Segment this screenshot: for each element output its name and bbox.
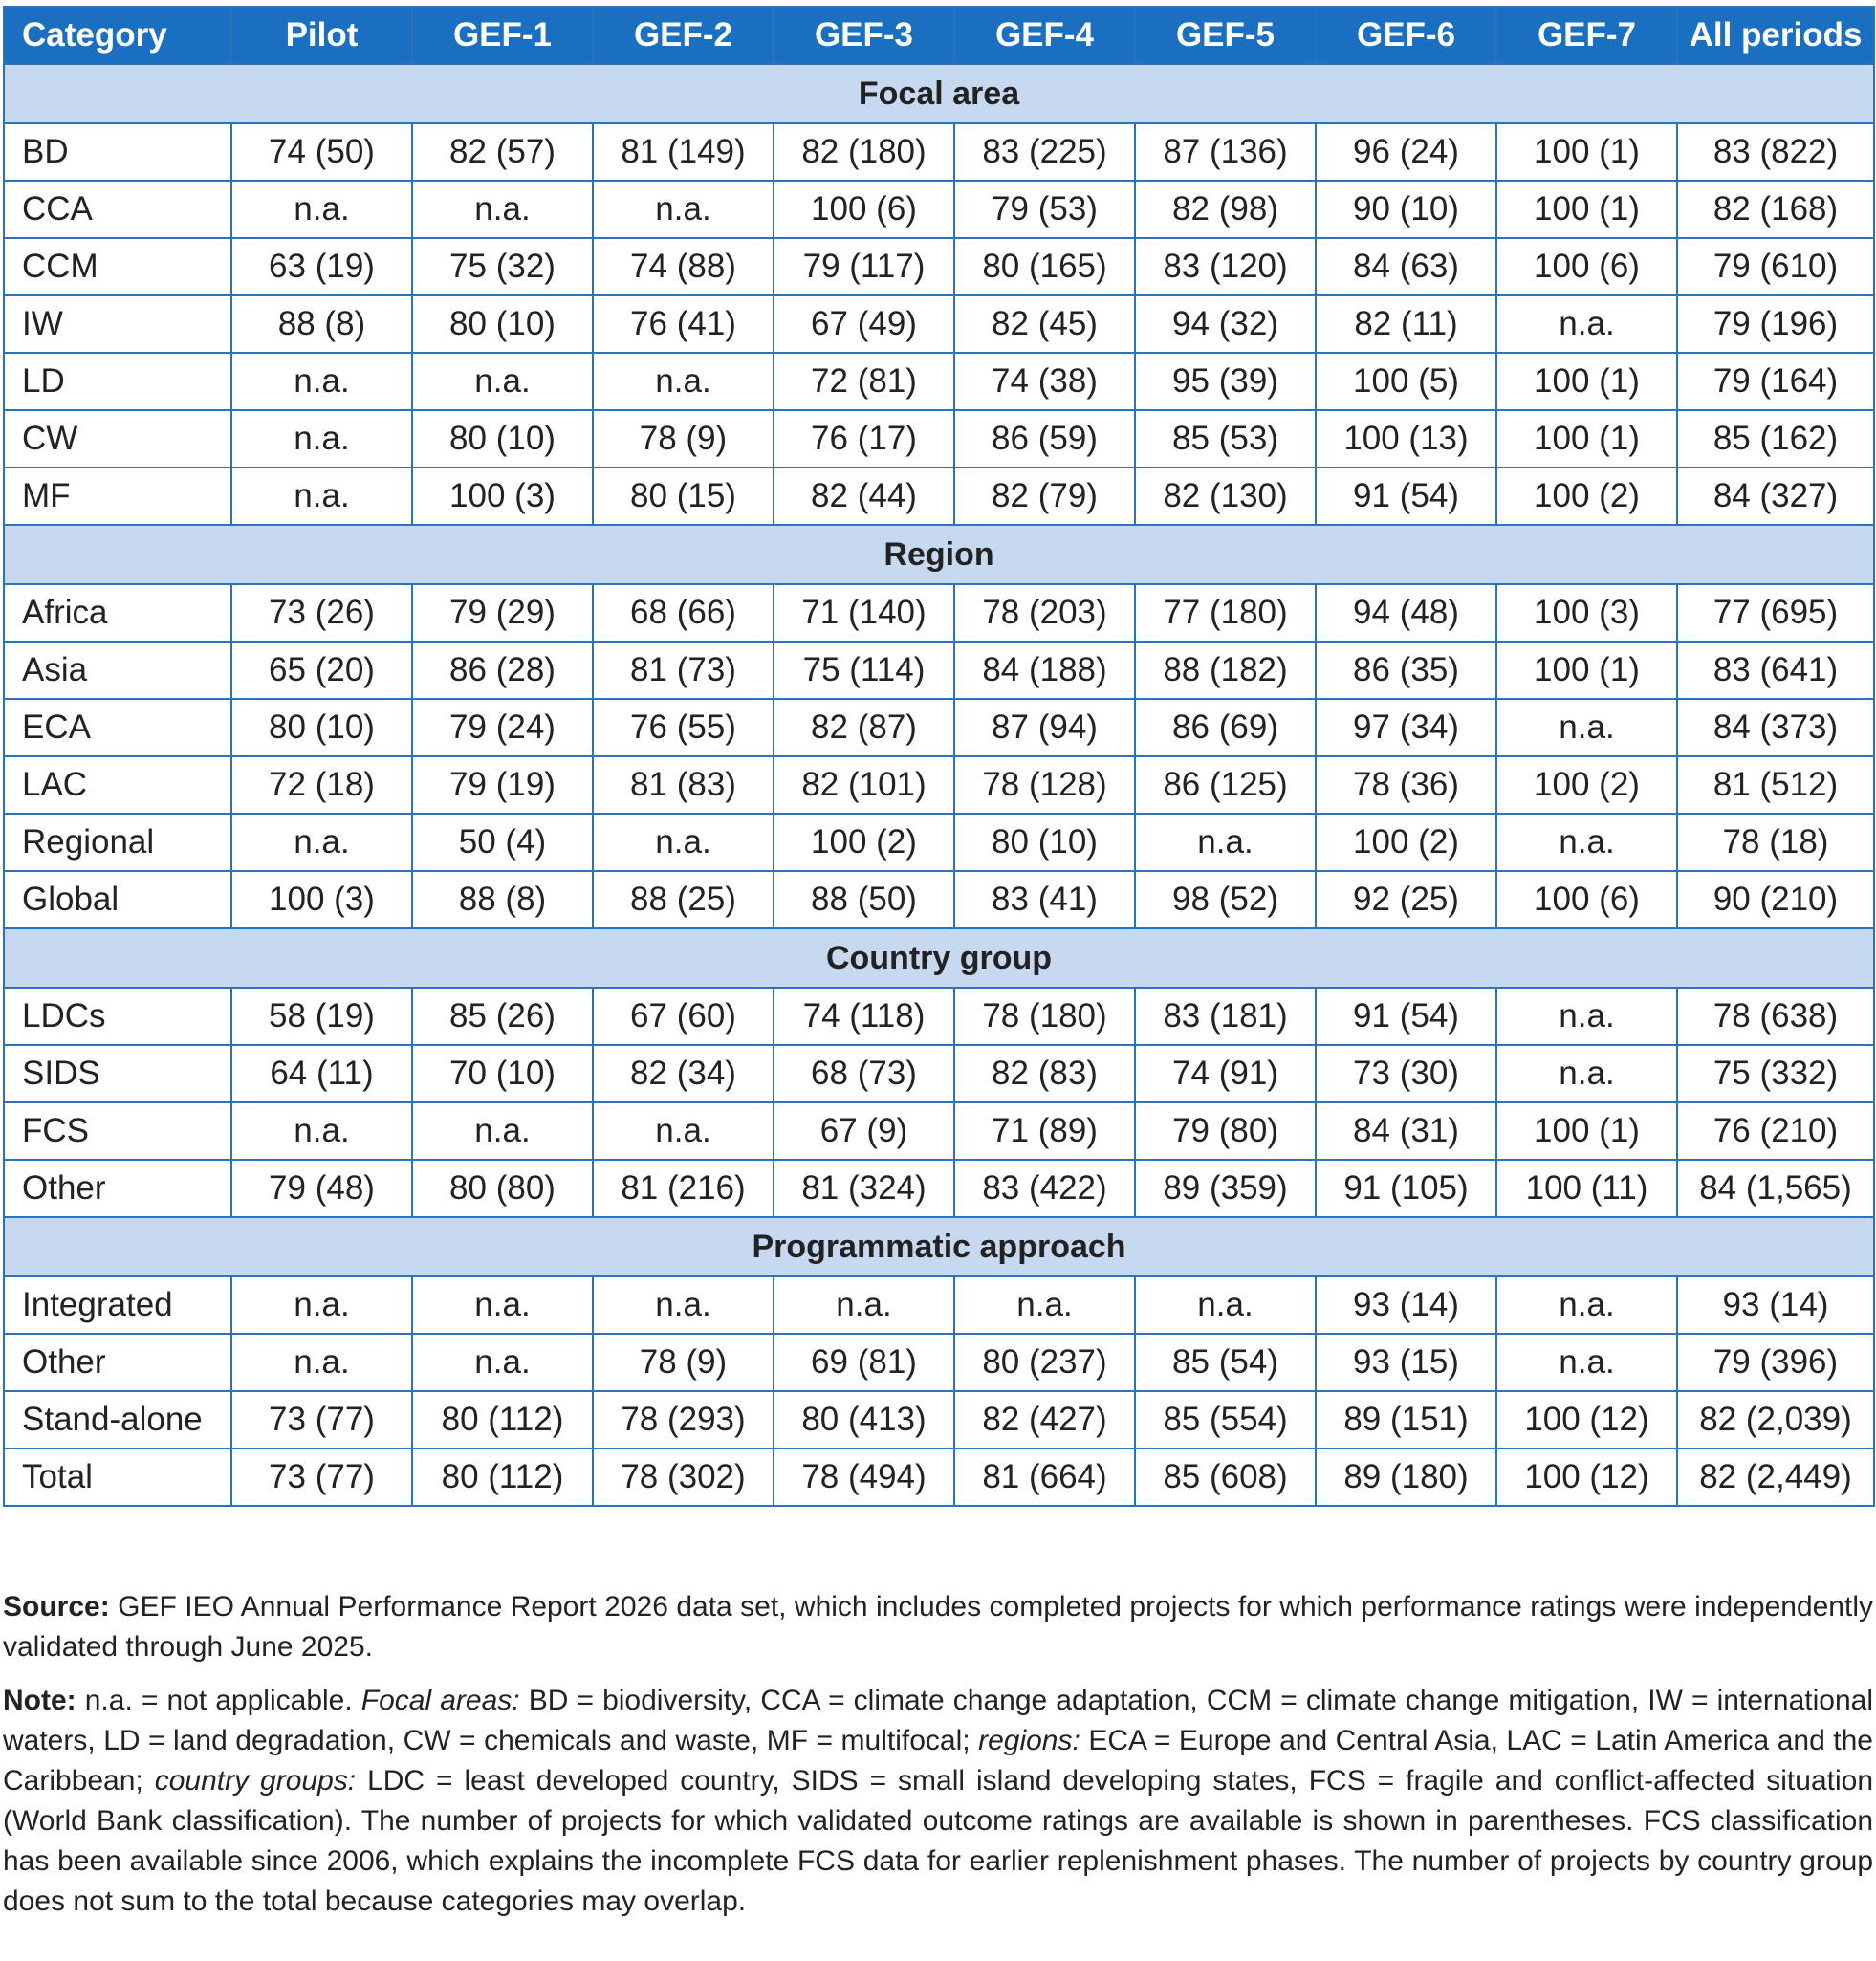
table-cell: 67 (60) bbox=[593, 988, 774, 1045]
table-cell: 76 (41) bbox=[593, 295, 774, 353]
table-cell: 78 (638) bbox=[1677, 988, 1874, 1045]
table-cell: 85 (608) bbox=[1135, 1449, 1316, 1506]
table-body bbox=[4, 64, 1874, 1506]
table-cell: 83 (641) bbox=[1677, 642, 1874, 699]
table-cell: 94 (32) bbox=[1135, 295, 1316, 353]
table-cell: 85 (53) bbox=[1135, 410, 1316, 468]
table-cell: 83 (181) bbox=[1135, 988, 1316, 1045]
table-cell: 74 (38) bbox=[954, 353, 1135, 410]
table-row bbox=[4, 1160, 1874, 1217]
table-cell: n.a. bbox=[1496, 814, 1677, 871]
table-cell: 74 (91) bbox=[1135, 1045, 1316, 1102]
column-header: All periods bbox=[1677, 7, 1874, 64]
table-cell: n.a. bbox=[1496, 1334, 1677, 1391]
row-label: CW bbox=[4, 410, 231, 468]
note-italic-country-groups: country groups: bbox=[154, 1765, 357, 1797]
table-cell: 80 (413) bbox=[774, 1391, 954, 1449]
table-cell: 97 (34) bbox=[1316, 699, 1496, 756]
table-cell: 81 (73) bbox=[593, 642, 774, 699]
table-cell: 80 (15) bbox=[593, 468, 774, 525]
table-cell: 81 (324) bbox=[774, 1160, 954, 1217]
table-cell: 58 (19) bbox=[231, 988, 412, 1045]
table-cell: 79 (19) bbox=[412, 756, 593, 814]
table-cell: 78 (293) bbox=[593, 1391, 774, 1449]
table-cell: 91 (54) bbox=[1316, 988, 1496, 1045]
table-row bbox=[4, 871, 1874, 928]
row-label: CCM bbox=[4, 238, 231, 295]
table-cell: 100 (12) bbox=[1496, 1449, 1677, 1506]
table-cell: 63 (19) bbox=[231, 238, 412, 295]
table-row bbox=[4, 1391, 1874, 1449]
row-label: Other bbox=[4, 1160, 231, 1217]
table-cell: n.a. bbox=[593, 1276, 774, 1334]
table-cell: 82 (83) bbox=[954, 1045, 1135, 1102]
table-cell: n.a. bbox=[593, 181, 774, 238]
table-cell: 79 (396) bbox=[1677, 1334, 1874, 1391]
column-header: Category bbox=[4, 7, 231, 64]
table-cell: n.a. bbox=[593, 353, 774, 410]
table-cell: 82 (87) bbox=[774, 699, 954, 756]
table-cell: 76 (210) bbox=[1677, 1102, 1874, 1160]
row-label: Integrated bbox=[4, 1276, 231, 1334]
table-cell: 80 (165) bbox=[954, 238, 1135, 295]
table-cell: 78 (9) bbox=[593, 1334, 774, 1391]
table-cell: 74 (118) bbox=[774, 988, 954, 1045]
table-cell: 79 (610) bbox=[1677, 238, 1874, 295]
table-cell: 74 (50) bbox=[231, 123, 412, 181]
table-cell: 100 (6) bbox=[1496, 871, 1677, 928]
row-label: Global bbox=[4, 871, 231, 928]
table-cell: 90 (210) bbox=[1677, 871, 1874, 928]
table-cell: 81 (83) bbox=[593, 756, 774, 814]
table-cell: 78 (203) bbox=[954, 584, 1135, 642]
section-title: Country group bbox=[4, 928, 1874, 988]
row-label: ECA bbox=[4, 699, 231, 756]
table-cell: 78 (494) bbox=[774, 1449, 954, 1506]
table-cell: 83 (120) bbox=[1135, 238, 1316, 295]
section-header-row bbox=[4, 64, 1874, 123]
table-cell: 64 (11) bbox=[231, 1045, 412, 1102]
table-cell: 100 (2) bbox=[774, 814, 954, 871]
row-label: BD bbox=[4, 123, 231, 181]
table-cell: 82 (180) bbox=[774, 123, 954, 181]
table-cell: 100 (12) bbox=[1496, 1391, 1677, 1449]
table-cell: 100 (13) bbox=[1316, 410, 1496, 468]
table-cell: n.a. bbox=[1496, 1045, 1677, 1102]
table-cell: 84 (327) bbox=[1677, 468, 1874, 525]
table-cell: n.a. bbox=[593, 814, 774, 871]
table-row bbox=[4, 756, 1874, 814]
table-cell: 83 (422) bbox=[954, 1160, 1135, 1217]
table-row bbox=[4, 1045, 1874, 1102]
table-cell: 78 (302) bbox=[593, 1449, 774, 1506]
table-cell: 100 (2) bbox=[1316, 814, 1496, 871]
column-header: GEF-5 bbox=[1135, 7, 1316, 64]
section-title: Region bbox=[4, 525, 1874, 584]
note-text-3: ECA = Europe and Central Asia, LAC = Latin America and the Caribbean; bbox=[3, 1725, 1873, 1797]
table-cell: 78 (128) bbox=[954, 756, 1135, 814]
table-cell: 81 (512) bbox=[1677, 756, 1874, 814]
column-header: GEF-1 bbox=[412, 7, 593, 64]
table-cell: 86 (69) bbox=[1135, 699, 1316, 756]
table-cell: 80 (10) bbox=[231, 699, 412, 756]
table-cell: 94 (48) bbox=[1316, 584, 1496, 642]
table-cell: 81 (664) bbox=[954, 1449, 1135, 1506]
table-cell: 82 (168) bbox=[1677, 181, 1874, 238]
table-row bbox=[4, 410, 1874, 468]
table-cell: 88 (50) bbox=[774, 871, 954, 928]
table-cell: 82 (44) bbox=[774, 468, 954, 525]
table-cell: 82 (57) bbox=[412, 123, 593, 181]
table-cell: 67 (49) bbox=[774, 295, 954, 353]
performance-table bbox=[3, 6, 1875, 1507]
table-cell: 86 (125) bbox=[1135, 756, 1316, 814]
row-label: FCS bbox=[4, 1102, 231, 1160]
table-cell: 83 (225) bbox=[954, 123, 1135, 181]
table-cell: 93 (15) bbox=[1316, 1334, 1496, 1391]
row-label: Stand-alone bbox=[4, 1391, 231, 1449]
row-label: LD bbox=[4, 353, 231, 410]
table-cell: n.a. bbox=[593, 1102, 774, 1160]
table-cell: 100 (6) bbox=[774, 181, 954, 238]
note-italic-focal-areas: Focal areas: bbox=[360, 1685, 520, 1716]
row-label: Asia bbox=[4, 642, 231, 699]
table-cell: 92 (25) bbox=[1316, 871, 1496, 928]
table-cell: 82 (427) bbox=[954, 1391, 1135, 1449]
table-cell: 82 (45) bbox=[954, 295, 1135, 353]
table-cell: 82 (101) bbox=[774, 756, 954, 814]
table-row bbox=[4, 814, 1874, 871]
table-cell: n.a. bbox=[1496, 1276, 1677, 1334]
table-cell: 73 (77) bbox=[231, 1391, 412, 1449]
table-cell: 80 (10) bbox=[412, 410, 593, 468]
table-cell: 74 (88) bbox=[593, 238, 774, 295]
column-header: GEF-7 bbox=[1496, 7, 1677, 64]
table-cell: 80 (10) bbox=[412, 295, 593, 353]
row-label: SIDS bbox=[4, 1045, 231, 1102]
table-cell: 79 (196) bbox=[1677, 295, 1874, 353]
table-cell: 81 (149) bbox=[593, 123, 774, 181]
column-header: GEF-2 bbox=[593, 7, 774, 64]
table-cell: 87 (94) bbox=[954, 699, 1135, 756]
table-cell: 100 (3) bbox=[412, 468, 593, 525]
table-cell: 86 (35) bbox=[1316, 642, 1496, 699]
table-cell: 82 (34) bbox=[593, 1045, 774, 1102]
table-cell: 80 (80) bbox=[412, 1160, 593, 1217]
table-cell: 84 (373) bbox=[1677, 699, 1874, 756]
table-cell: 93 (14) bbox=[1316, 1276, 1496, 1334]
table-row bbox=[4, 181, 1874, 238]
table-cell: 68 (66) bbox=[593, 584, 774, 642]
table-row bbox=[4, 988, 1874, 1045]
column-header: Pilot bbox=[231, 7, 412, 64]
table-cell: 82 (98) bbox=[1135, 181, 1316, 238]
table-cell: 100 (3) bbox=[231, 871, 412, 928]
table-cell: 72 (18) bbox=[231, 756, 412, 814]
note-label: Note: bbox=[3, 1685, 76, 1716]
table-cell: 85 (54) bbox=[1135, 1334, 1316, 1391]
table-row bbox=[4, 468, 1874, 525]
table-row bbox=[4, 584, 1874, 642]
table-cell: 73 (77) bbox=[231, 1449, 412, 1506]
table-cell: 82 (2,449) bbox=[1677, 1449, 1874, 1506]
table-cell: 84 (31) bbox=[1316, 1102, 1496, 1160]
table-cell: 79 (80) bbox=[1135, 1102, 1316, 1160]
table-cell: 78 (18) bbox=[1677, 814, 1874, 871]
table-row bbox=[4, 123, 1874, 181]
table-cell: n.a. bbox=[231, 410, 412, 468]
table-cell: 79 (117) bbox=[774, 238, 954, 295]
table-cell: n.a. bbox=[412, 181, 593, 238]
table-cell: 85 (554) bbox=[1135, 1391, 1316, 1449]
table-cell: 84 (63) bbox=[1316, 238, 1496, 295]
table-cell: 77 (695) bbox=[1677, 584, 1874, 642]
table-cell: 79 (29) bbox=[412, 584, 593, 642]
table-cell: 69 (81) bbox=[774, 1334, 954, 1391]
row-label: Regional bbox=[4, 814, 231, 871]
table-cell: 93 (14) bbox=[1677, 1276, 1874, 1334]
table-cell: 100 (1) bbox=[1496, 181, 1677, 238]
row-label: Total bbox=[4, 1449, 231, 1506]
table-cell: 100 (2) bbox=[1496, 468, 1677, 525]
table-cell: 76 (17) bbox=[774, 410, 954, 468]
table-cell: 77 (180) bbox=[1135, 584, 1316, 642]
table-cell: 95 (39) bbox=[1135, 353, 1316, 410]
table-notes bbox=[3, 1587, 1873, 1935]
table-cell: 78 (180) bbox=[954, 988, 1135, 1045]
table-cell: 71 (89) bbox=[954, 1102, 1135, 1160]
table-cell: 89 (180) bbox=[1316, 1449, 1496, 1506]
table-cell: 84 (1,565) bbox=[1677, 1160, 1874, 1217]
table-cell: n.a. bbox=[774, 1276, 954, 1334]
table-row bbox=[4, 295, 1874, 353]
column-header: GEF-4 bbox=[954, 7, 1135, 64]
row-label: LAC bbox=[4, 756, 231, 814]
row-label: MF bbox=[4, 468, 231, 525]
note-text-4: LDC = least developed country, SIDS = small island developing states, FCS = fragile and conflict-affected situation (World Bank classification). The number of projects for which validated outcome ratings are available is shown in parentheses. FCS classification has been available since 2006, which explains the incomplete FCS data for earlier replenishment phases. The number of projects by country group does not sum to the total because categories may overlap. bbox=[3, 1765, 1873, 1917]
table-row bbox=[4, 1102, 1874, 1160]
table-cell: 100 (1) bbox=[1496, 410, 1677, 468]
table-cell: 82 (11) bbox=[1316, 295, 1496, 353]
table-cell: 76 (55) bbox=[593, 699, 774, 756]
table-cell: 89 (359) bbox=[1135, 1160, 1316, 1217]
table-cell: 72 (81) bbox=[774, 353, 954, 410]
column-header: GEF-6 bbox=[1316, 7, 1496, 64]
table-row bbox=[4, 353, 1874, 410]
table-cell: n.a. bbox=[1135, 814, 1316, 871]
table-cell: 83 (822) bbox=[1677, 123, 1874, 181]
table-cell: n.a. bbox=[231, 1102, 412, 1160]
table-cell: n.a. bbox=[231, 1334, 412, 1391]
table-cell: 100 (1) bbox=[1496, 1102, 1677, 1160]
row-label: LDCs bbox=[4, 988, 231, 1045]
table-cell: 100 (6) bbox=[1496, 238, 1677, 295]
table-row bbox=[4, 238, 1874, 295]
table-row bbox=[4, 1276, 1874, 1334]
row-label: IW bbox=[4, 295, 231, 353]
table-cell: 85 (26) bbox=[412, 988, 593, 1045]
table-cell: 82 (2,039) bbox=[1677, 1391, 1874, 1449]
table-row bbox=[4, 642, 1874, 699]
note-text-2: BD = biodiversity, CCA = climate change adaptation, CCM = climate change mitigation, IW = international waters, LD = land degradation, CW = chemicals and waste, MF = multifocal; bbox=[3, 1685, 1874, 1756]
section-header-row bbox=[4, 928, 1874, 988]
table-cell: 80 (112) bbox=[412, 1449, 593, 1506]
table-cell: 79 (164) bbox=[1677, 353, 1874, 410]
table-cell: 65 (20) bbox=[231, 642, 412, 699]
table-cell: 70 (10) bbox=[412, 1045, 593, 1102]
table-cell: 67 (9) bbox=[774, 1102, 954, 1160]
table-cell: 82 (79) bbox=[954, 468, 1135, 525]
table-cell: 84 (188) bbox=[954, 642, 1135, 699]
table-cell: 88 (8) bbox=[231, 295, 412, 353]
row-label: Africa bbox=[4, 584, 231, 642]
note-italic-regions: regions: bbox=[978, 1725, 1080, 1756]
section-title: Focal area bbox=[4, 64, 1874, 123]
table-cell: 85 (162) bbox=[1677, 410, 1874, 468]
table-cell: 88 (8) bbox=[412, 871, 593, 928]
table-cell: 96 (24) bbox=[1316, 123, 1496, 181]
table-cell: 78 (9) bbox=[593, 410, 774, 468]
table-cell: 89 (151) bbox=[1316, 1391, 1496, 1449]
table-cell: 91 (105) bbox=[1316, 1160, 1496, 1217]
table-cell: 50 (4) bbox=[412, 814, 593, 871]
section-header-row bbox=[4, 1217, 1874, 1276]
table-row bbox=[4, 1334, 1874, 1391]
table-cell: 73 (30) bbox=[1316, 1045, 1496, 1102]
table-cell: 100 (1) bbox=[1496, 123, 1677, 181]
table-cell: 98 (52) bbox=[1135, 871, 1316, 928]
table-cell: 80 (112) bbox=[412, 1391, 593, 1449]
table-cell: 100 (2) bbox=[1496, 756, 1677, 814]
table-cell: 78 (36) bbox=[1316, 756, 1496, 814]
table-cell: 68 (73) bbox=[774, 1045, 954, 1102]
table-cell: 75 (32) bbox=[412, 238, 593, 295]
table-cell: 81 (216) bbox=[593, 1160, 774, 1217]
table-cell: n.a. bbox=[412, 353, 593, 410]
table-cell: n.a. bbox=[231, 814, 412, 871]
table-cell: n.a. bbox=[412, 1276, 593, 1334]
table-cell: 100 (11) bbox=[1496, 1160, 1677, 1217]
table-cell: 80 (10) bbox=[954, 814, 1135, 871]
note-paragraph bbox=[3, 1681, 1873, 1922]
table-cell: 100 (3) bbox=[1496, 584, 1677, 642]
table-cell: n.a. bbox=[1496, 988, 1677, 1045]
table-cell: 75 (332) bbox=[1677, 1045, 1874, 1102]
row-label: CCA bbox=[4, 181, 231, 238]
table-cell: n.a. bbox=[231, 181, 412, 238]
table-cell: 91 (54) bbox=[1316, 468, 1496, 525]
section-title: Programmatic approach bbox=[4, 1217, 1874, 1276]
table-cell: 87 (136) bbox=[1135, 123, 1316, 181]
table-cell: 88 (182) bbox=[1135, 642, 1316, 699]
table-cell: 88 (25) bbox=[593, 871, 774, 928]
table-cell: n.a. bbox=[231, 1276, 412, 1334]
table-cell: 100 (1) bbox=[1496, 642, 1677, 699]
table-cell: n.a. bbox=[412, 1334, 593, 1391]
table-cell: 86 (59) bbox=[954, 410, 1135, 468]
section-header-row bbox=[4, 525, 1874, 584]
table-cell: n.a. bbox=[231, 468, 412, 525]
table-cell: 75 (114) bbox=[774, 642, 954, 699]
source-label: Source: bbox=[3, 1591, 110, 1623]
table-cell: n.a. bbox=[231, 353, 412, 410]
table-cell: 79 (24) bbox=[412, 699, 593, 756]
table-cell: n.a. bbox=[1135, 1276, 1316, 1334]
note-text-1: n.a. = not applicable. bbox=[84, 1685, 353, 1716]
table-cell: n.a. bbox=[1496, 699, 1677, 756]
table-cell: 82 (130) bbox=[1135, 468, 1316, 525]
table-cell: 86 (28) bbox=[412, 642, 593, 699]
source-text: GEF IEO Annual Performance Report 2026 data set, which includes completed projects for which performance ratings were independently validated through June 2025. bbox=[3, 1591, 1873, 1663]
column-header: GEF-3 bbox=[774, 7, 954, 64]
row-label: Other bbox=[4, 1334, 231, 1391]
table-row bbox=[4, 699, 1874, 756]
table-cell: 100 (1) bbox=[1496, 353, 1677, 410]
table-cell: n.a. bbox=[412, 1102, 593, 1160]
source-note bbox=[3, 1587, 1873, 1667]
table-cell: 79 (53) bbox=[954, 181, 1135, 238]
table-cell: 73 (26) bbox=[231, 584, 412, 642]
table-cell: 80 (237) bbox=[954, 1334, 1135, 1391]
table-cell: 90 (10) bbox=[1316, 181, 1496, 238]
table-cell: 71 (140) bbox=[774, 584, 954, 642]
table-cell: 83 (41) bbox=[954, 871, 1135, 928]
table-cell: n.a. bbox=[954, 1276, 1135, 1334]
header-row bbox=[4, 7, 1874, 64]
table-row bbox=[4, 1449, 1874, 1506]
table-cell: n.a. bbox=[1496, 295, 1677, 353]
table-header bbox=[4, 7, 1874, 64]
table-cell: 100 (5) bbox=[1316, 353, 1496, 410]
table-cell: 79 (48) bbox=[231, 1160, 412, 1217]
